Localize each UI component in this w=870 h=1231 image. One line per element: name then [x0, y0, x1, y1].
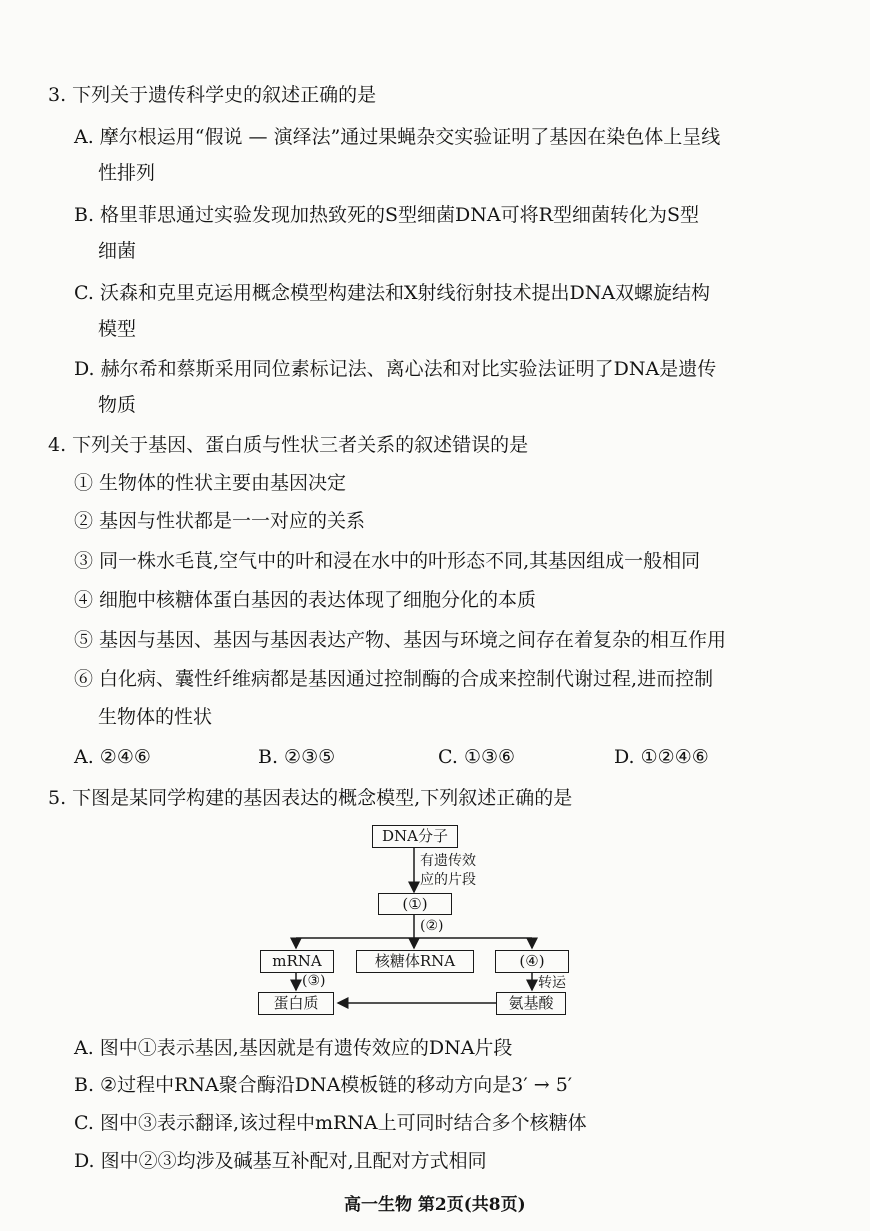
q3-stem: 3. 下列关于遗传科学史的叙述正确的是 — [48, 84, 377, 106]
diagram-label-segment-line2: 应的片段 — [420, 872, 476, 888]
q4-statement-1: ① 生物体的性状主要由基因决定 — [74, 472, 347, 494]
q4-statement-4: ④ 细胞中核糖体蛋白基因的表达体现了细胞分化的本质 — [74, 589, 537, 611]
diagram-box-protein: 蛋白质 — [258, 992, 334, 1015]
q4-option-b: B. ②③⑤ — [258, 746, 336, 768]
diagram-label-segment-line1: 有遗传效 — [420, 853, 476, 869]
diagram-label-step2: (②) — [420, 918, 444, 934]
q5-option-c: C. 图中③表示翻译,该过程中mRNA上可同时结合多个核糖体 — [74, 1112, 587, 1134]
q4-statement-6-line2: 生物体的性状 — [98, 706, 213, 728]
q3-option-a-line2: 性排列 — [98, 162, 156, 184]
q5-option-b: B. ②过程中RNA聚合酶沿DNA模板链的移动方向是3′ → 5′ — [74, 1074, 573, 1096]
diagram-box-trna: (④) — [495, 950, 569, 973]
q3-option-c-line1: C. 沃森和克里克运用概念模型构建法和X射线衍射技术提出DNA双螺旋结构 — [74, 282, 711, 304]
q3-option-c-line2: 模型 — [98, 318, 137, 340]
diagram-box-amino-acid: 氨基酸 — [496, 992, 566, 1015]
diagram-box-dna: DNA分子 — [372, 825, 458, 848]
q4-statement-6-line1: ⑥ 白化病、囊性纤维病都是基因通过控制酶的合成来控制代谢过程,进而控制 — [74, 668, 714, 690]
q4-statement-3: ③ 同一株水毛茛,空气中的叶和浸在水中的叶形态不同,其基因组成一般相同 — [74, 550, 701, 572]
q5-option-a: A. 图中①表示基因,基因就是有遗传效应的DNA片段 — [74, 1037, 513, 1059]
q4-stem: 4. 下列关于基因、蛋白质与性状三者关系的叙述错误的是 — [48, 434, 529, 456]
q4-option-c: C. ①③⑥ — [438, 746, 516, 768]
q3-option-a-line1: A. 摩尔根运用“假说 — 演绎法”通过果蝇杂交实验证明了基因在染色体上呈线 — [74, 126, 721, 148]
q5-stem: 5. 下图是某同学构建的基因表达的概念模型,下列叙述正确的是 — [48, 787, 573, 809]
q3-option-b-line2: 细菌 — [98, 240, 137, 262]
page-footer: 高一生物 第2页(共8页) — [344, 1195, 526, 1215]
q4-option-d: D. ①②④⑥ — [614, 746, 709, 768]
diagram-label-transport: 转运 — [538, 975, 566, 991]
diagram-label-step3: (③) — [302, 973, 326, 989]
q4-option-a: A. ②④⑥ — [74, 746, 151, 768]
diagram-box-gene: (①) — [378, 893, 452, 915]
q3-option-b-line1: B. 格里菲思通过实验发现加热致死的S型细菌DNA可将R型细菌转化为S型 — [74, 204, 699, 226]
diagram-box-mrna: mRNA — [260, 950, 334, 973]
q5-option-d: D. 图中②③均涉及碱基互补配对,且配对方式相同 — [74, 1150, 487, 1172]
q4-statement-5: ⑤ 基因与基因、基因与基因表达产物、基因与环境之间存在着复杂的相互作用 — [74, 629, 727, 651]
diagram-box-rrna: 核糖体RNA — [356, 950, 474, 973]
q3-option-d-line1: D. 赫尔希和蔡斯采用同位素标记法、离心法和对比实验法证明了DNA是遗传 — [74, 358, 717, 380]
q3-option-d-line2: 物质 — [98, 394, 137, 416]
q4-statement-2: ② 基因与性状都是一一对应的关系 — [74, 510, 366, 532]
